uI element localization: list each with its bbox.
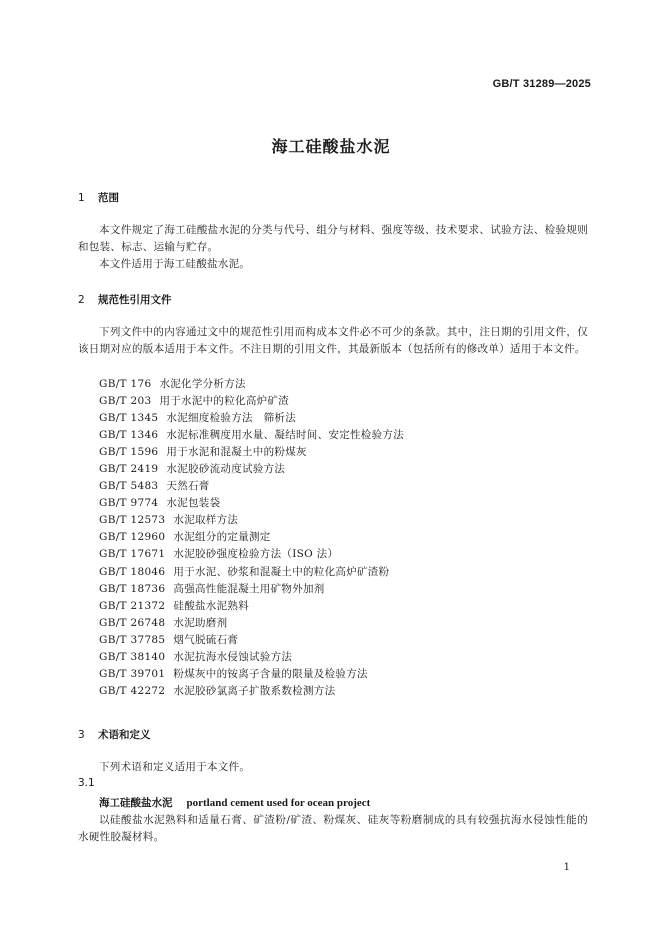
section-number: 3 [78, 729, 85, 741]
section-3-heading [78, 727, 151, 742]
reference-item [99, 615, 404, 632]
terms-intro: 下列术语和定义适用于本文件。 [99, 761, 251, 773]
reference-title: 水泥包装袋 [166, 497, 221, 510]
reference-title: 粉煤灰中的铵离子含量的限量及检验方法 [173, 667, 368, 680]
reference-title: 水泥胶砂流动度试验方法 [166, 463, 286, 476]
reference-code: GB/T 17671 [99, 548, 166, 561]
standard-code: GB/T 31289—2025 [492, 78, 591, 90]
reference-item [99, 495, 404, 512]
reference-title: 用于水泥中的粒化高炉矿渣 [159, 395, 290, 408]
reference-title: 水泥取样方法 [173, 514, 239, 527]
reference-item [99, 598, 404, 615]
reference-code: GB/T 18736 [99, 582, 166, 595]
reference-title: 水泥标准稠度用水量、凝结时间、安定性检验方法 [166, 429, 405, 442]
reference-code: GB/T 42272 [99, 684, 166, 697]
reference-code: GB/T 37785 [99, 633, 166, 646]
section-title: 范围 [98, 192, 119, 204]
reference-title: 水泥抗海水侵蚀试验方法 [173, 650, 293, 663]
reference-item [99, 478, 404, 495]
document-title: 海工硅酸盐水泥 [271, 137, 391, 156]
term-english: portland cement used for ocean project [186, 797, 371, 809]
term-chinese: 海工硅酸盐水泥 [99, 797, 173, 809]
reference-item [99, 666, 404, 683]
reference-item [99, 581, 404, 598]
reference-code: GB/T 39701 [99, 667, 166, 680]
reference-item [99, 427, 404, 444]
reference-title: 水泥胶砂强度检验方法（ISO 法） [173, 548, 339, 561]
scope-paragraph-2: 本文件适用于海工硅酸盐水泥。 [99, 258, 251, 270]
section-number: 1 [78, 192, 85, 204]
reference-code: GB/T 2419 [99, 463, 159, 476]
reference-item [99, 546, 404, 563]
reference-title: 天然石膏 [166, 480, 210, 493]
reference-item [99, 632, 404, 649]
reference-title: 烟气脱硫石膏 [173, 633, 239, 646]
scope-paragraph-1: 本文件规定了海工硅酸盐水泥的分类与代号、组分与材料、强度等级、技术要求、试验方法、检验规则和包装、标志、运输与贮存。 [78, 224, 588, 253]
reference-item [99, 410, 404, 427]
section-number: 2 [78, 294, 85, 306]
reference-code: GB/T 12960 [99, 531, 166, 544]
reference-list [99, 376, 404, 700]
reference-item [99, 376, 404, 393]
reference-code: GB/T 18046 [99, 565, 166, 578]
reference-title: 水泥化学分析方法 [159, 378, 246, 390]
reference-code: GB/T 1345 [99, 412, 159, 425]
reference-code: GB/T 12573 [99, 514, 166, 527]
reference-code: GB/T 38140 [99, 650, 166, 663]
reference-code: GB/T 9774 [99, 497, 159, 510]
page-number: 1 [563, 862, 570, 873]
references-intro: 下列文件中的内容通过文中的规范性引用而构成本文件必不可少的条款。其中，注日期的引用文件，仅该日期对应的版本适用于本文件。不注日期的引用文件，其最新版本（包括所有的修改单）适用于本文件。 [78, 326, 588, 355]
reference-code: GB/T 26748 [99, 616, 166, 629]
reference-item [99, 649, 404, 666]
reference-code: GB/T 5483 [99, 480, 159, 493]
term-entry [99, 795, 370, 810]
reference-item [99, 564, 404, 581]
reference-item [99, 393, 404, 410]
reference-item [99, 512, 404, 529]
section-2-heading [78, 292, 172, 307]
reference-item [99, 444, 404, 461]
reference-title: 水泥细度检验方法 筛析法 [166, 412, 297, 425]
reference-code: GB/T 21372 [99, 599, 166, 612]
reference-title: 用于水泥、砂浆和混凝土中的粒化高炉矿渣粉 [173, 565, 390, 578]
section-title: 规范性引用文件 [98, 294, 172, 306]
section-title: 术语和定义 [98, 729, 151, 741]
reference-item [99, 683, 404, 700]
reference-title: 水泥助磨剂 [173, 616, 228, 629]
term-definition: 以硅酸盐水泥熟料和适量石膏、矿渣粉/矿渣、粉煤灰、硅灰等粉磨制成的具有较强抗海水侵蚀性能的水硬性胶凝材料。 [78, 814, 588, 843]
reference-item [99, 461, 404, 478]
reference-title: 高强高性能混凝土用矿物外加剂 [173, 582, 325, 595]
reference-code: GB/T 176 [99, 378, 152, 390]
reference-title: 用于水泥和混凝土中的粉煤灰 [166, 446, 307, 459]
reference-title: 水泥胶砂氯离子扩散系数检测方法 [173, 684, 336, 697]
term-number: 3.1 [78, 777, 95, 789]
reference-code: GB/T 1596 [99, 446, 159, 459]
reference-title: 硅酸盐水泥熟料 [173, 599, 249, 612]
reference-code: GB/T 1346 [99, 429, 159, 442]
reference-title: 水泥组分的定量测定 [173, 531, 271, 544]
section-1-heading [78, 190, 119, 205]
reference-code: GB/T 203 [99, 395, 152, 408]
reference-item [99, 529, 404, 546]
